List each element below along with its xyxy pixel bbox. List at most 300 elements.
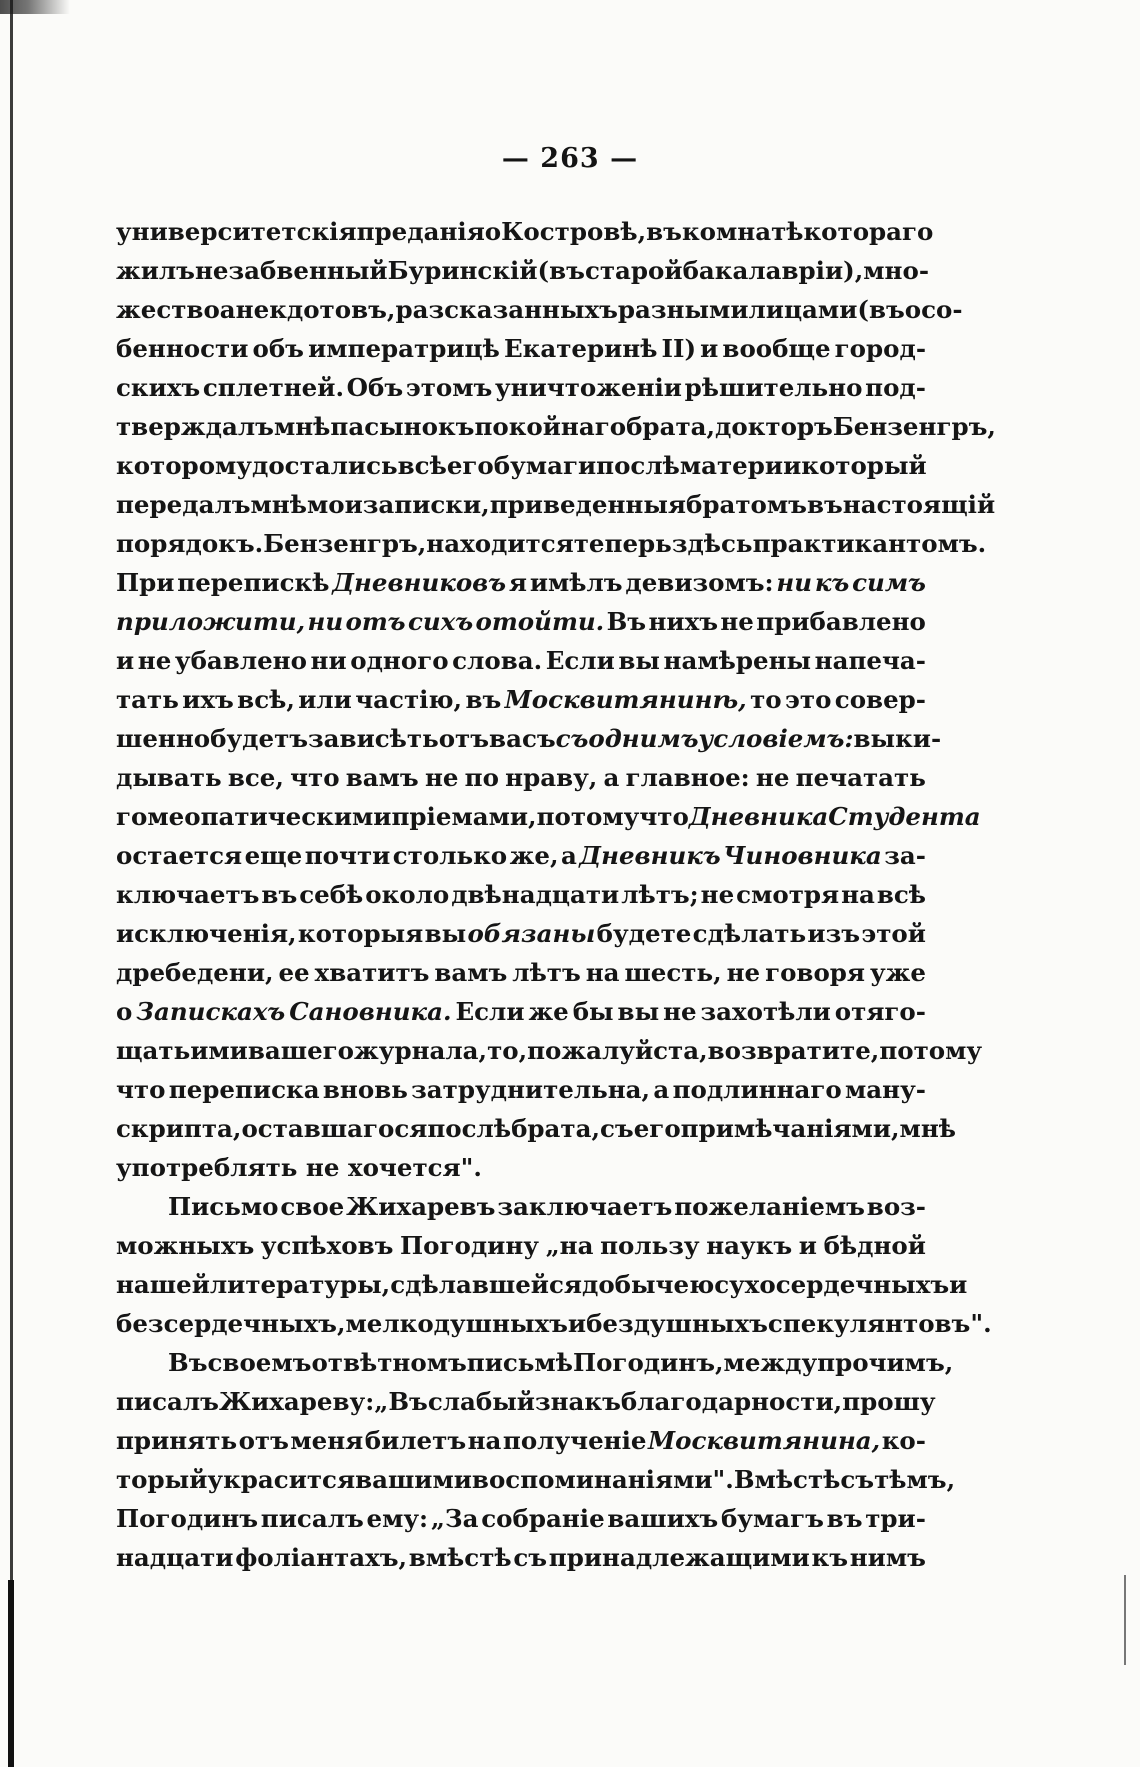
word: Вмѣстѣ (733, 1465, 841, 1494)
word: бенности (116, 334, 249, 363)
text-line (116, 680, 926, 719)
word: писалъ (260, 1504, 364, 1533)
word: принадлежащими (548, 1543, 810, 1572)
text-line (116, 875, 926, 914)
word: захотѣли (700, 997, 831, 1026)
text-line (116, 1265, 968, 1304)
word: не (726, 958, 761, 987)
word: сихъ (408, 607, 474, 636)
word: вы (618, 646, 660, 675)
word: не (305, 1153, 348, 1182)
word: Буринскій (387, 256, 538, 285)
word: девизомъ: (625, 568, 774, 597)
word: брата, (511, 1114, 600, 1143)
word: сухосердечныхъ (714, 1270, 950, 1299)
word: на (467, 1426, 502, 1455)
word: съ (840, 1465, 875, 1494)
word: сдѣлавшейся (390, 1270, 582, 1299)
word: отъ (438, 724, 490, 753)
word: литературы, (209, 1270, 391, 1299)
word: теперь (573, 529, 672, 558)
word: убавлено (174, 646, 307, 675)
word: и (949, 1270, 968, 1299)
text-line (116, 1304, 992, 1343)
text-line (116, 1382, 936, 1421)
word: симъ (852, 568, 926, 597)
word: этомъ (405, 373, 493, 402)
word: это (784, 685, 832, 714)
word: совер- (834, 685, 926, 714)
word: имѣлъ (529, 568, 623, 597)
word: Жихаревъ (346, 1192, 496, 1221)
word: Дневникъ (579, 841, 721, 870)
word: под- (865, 373, 926, 402)
word: гомеопатическими (116, 802, 392, 831)
word: а (560, 841, 577, 870)
word: не (700, 880, 735, 909)
word: пріемами, (391, 802, 537, 831)
word: незабвенный (194, 256, 388, 285)
word: своемъ (207, 1348, 312, 1377)
word: по (464, 763, 499, 792)
word: осо- (904, 295, 963, 324)
word: на (841, 880, 875, 909)
word: настоящій (842, 490, 996, 519)
word: наукъ (706, 1231, 793, 1260)
word: лицами (748, 295, 858, 324)
word: старой (584, 256, 683, 285)
text-line (116, 602, 926, 641)
text-line (116, 797, 981, 836)
word: съ (600, 1114, 634, 1143)
word: затруднительна, (411, 1075, 651, 1104)
word: не (424, 763, 459, 792)
word: вашихъ (607, 1504, 719, 1533)
word: а (603, 763, 620, 792)
word: воз- (866, 1192, 926, 1221)
word: ими (190, 1036, 248, 1065)
word: можныхъ (116, 1231, 255, 1260)
word: котораго (803, 217, 934, 246)
word: шенно (116, 724, 211, 753)
word: мнѣ (250, 490, 307, 519)
word: потому (536, 802, 640, 831)
scan-edge-mark (1124, 1575, 1126, 1665)
text-line (116, 1538, 926, 1577)
word: печатать (795, 763, 926, 792)
word: употреблять (116, 1153, 306, 1182)
word: вамъ (345, 763, 419, 792)
word: Погодинъ, (572, 1348, 724, 1377)
word: свое (280, 1192, 345, 1221)
word: вы (617, 997, 660, 1026)
word: жилъ (116, 256, 195, 285)
word: зависѣть (308, 724, 439, 753)
word: ее (278, 958, 310, 987)
word: преданія (356, 217, 485, 246)
word: въ (646, 217, 682, 246)
word: анекдотовъ, (219, 295, 396, 324)
word: фоліантахъ, (235, 1543, 408, 1572)
word: Бензенгръ, (832, 412, 996, 441)
word: а (653, 1075, 670, 1104)
text-line (116, 368, 926, 407)
word: жество (116, 295, 220, 324)
word: на (585, 958, 620, 987)
word: Дневника (688, 802, 829, 831)
text-line (116, 758, 926, 797)
word: братомъ (686, 490, 807, 519)
word: которыя (297, 919, 424, 948)
word: послѣ (596, 451, 680, 480)
word: пожеланіемъ (674, 1192, 865, 1221)
word: Сановника. (289, 997, 452, 1026)
word: писалъ (116, 1387, 219, 1416)
word: отъ (238, 1426, 289, 1455)
word: съ (513, 1543, 548, 1572)
word: Студента (828, 802, 981, 831)
word: который (801, 451, 927, 480)
text-line (116, 329, 926, 368)
word: его (446, 451, 494, 480)
word: мнѣ (899, 1114, 956, 1143)
word: знакъ (534, 1387, 621, 1416)
word: о (116, 997, 133, 1026)
word: университетскія (116, 217, 357, 246)
word: уже (869, 958, 926, 987)
word: ключаетъ (116, 880, 260, 909)
word: бы (572, 997, 614, 1026)
word: и (700, 334, 719, 363)
word: я (508, 568, 528, 597)
word: ко- (881, 1426, 926, 1455)
word: докторъ (715, 412, 833, 441)
word: потому (879, 1036, 983, 1065)
word: пасынокъ (330, 412, 475, 441)
body-text (116, 212, 996, 1577)
word: пользу (600, 1231, 700, 1260)
word: къ (814, 568, 850, 597)
word: слабый (427, 1387, 535, 1416)
word: ни (776, 568, 813, 597)
word: нашей (116, 1270, 210, 1299)
word: которому (116, 451, 252, 480)
word: Въ (606, 607, 647, 636)
word: не (720, 607, 754, 636)
word: будете (596, 919, 692, 948)
word: всѣ (876, 880, 926, 909)
word: сдѣлать (692, 919, 807, 948)
word: отойти. (475, 607, 605, 636)
word: здѣсь (671, 529, 753, 558)
word: отъ (345, 607, 406, 636)
word: одного (350, 646, 449, 675)
word: возвратите, (707, 1036, 880, 1065)
text-line (116, 1148, 926, 1187)
word: слова. (452, 646, 543, 675)
text-line (116, 1499, 926, 1538)
word: (въ (537, 256, 585, 285)
word: же, (509, 841, 559, 870)
text-line (116, 524, 987, 563)
word: всѣ, (237, 685, 295, 714)
text-line (116, 836, 926, 875)
word: и (798, 1231, 817, 1260)
word: разсказанныхъ (395, 295, 618, 324)
word: подлиннаго (672, 1075, 842, 1104)
word: вновь (322, 1075, 408, 1104)
word: бакалавріи), (682, 256, 864, 285)
text-line (116, 1070, 926, 1109)
word: заключаетъ (497, 1192, 673, 1221)
word: намѣрены (663, 646, 812, 675)
word: полученіе (502, 1426, 647, 1455)
word: II) (661, 334, 697, 363)
word: „Въ (374, 1387, 428, 1416)
word: собраніе (481, 1504, 605, 1533)
text-line (116, 563, 926, 602)
word: приведенныя (489, 490, 686, 519)
word: между (723, 1348, 818, 1377)
word: что (116, 1075, 166, 1104)
word: украсится (207, 1465, 356, 1494)
word: условіемъ: (698, 724, 854, 753)
word: этой (861, 919, 926, 948)
word: то, (487, 1036, 528, 1065)
word: мелкодушныхъ (345, 1309, 568, 1338)
text-line (116, 446, 926, 485)
word: и (116, 646, 135, 675)
word: бѣдной (823, 1231, 926, 1260)
word: хватитъ (314, 958, 430, 987)
text-line (116, 1109, 956, 1148)
text-line (116, 212, 934, 251)
text-line (116, 290, 963, 329)
word: двѣнадцати (451, 880, 620, 909)
word: „на (545, 1231, 594, 1260)
word: рѣшительно (684, 373, 863, 402)
word: ему: (366, 1504, 429, 1533)
word: письмѣ (466, 1348, 573, 1377)
word: (въ (857, 295, 905, 324)
word: оставшагося (241, 1114, 428, 1143)
word: Если (455, 997, 525, 1026)
word: находится (426, 529, 574, 558)
binding-edge-shadow-bottom (8, 1580, 14, 1767)
word: отяго- (834, 997, 926, 1026)
text-line (116, 1187, 926, 1226)
word: Москвитянинѣ, (504, 685, 747, 714)
word: разными (617, 295, 749, 324)
word: въ (826, 1504, 863, 1533)
word: бумаги (493, 451, 597, 480)
word: ману- (845, 1075, 926, 1104)
word: Если (545, 646, 615, 675)
word: Письмо (168, 1192, 279, 1221)
word: нимъ (849, 1543, 926, 1572)
word: безсердечныхъ, (116, 1309, 346, 1338)
word: лѣтъ (512, 958, 581, 987)
word: императрицѣ (308, 334, 500, 363)
word: къ (811, 1543, 849, 1572)
word: покойнаго (474, 412, 627, 441)
word: Москвитянина, (647, 1426, 881, 1455)
word: прибавлено (756, 607, 926, 636)
word: хочется". (347, 1153, 482, 1182)
word: шесть, (624, 958, 722, 987)
word: выки- (853, 724, 942, 753)
word: бездушныхъ (586, 1309, 768, 1338)
word: и (783, 451, 802, 480)
word: столько (392, 841, 508, 870)
word: не (755, 763, 790, 792)
word: о (484, 217, 502, 246)
word: прочимъ, (817, 1348, 954, 1377)
text-line (116, 1031, 983, 1070)
word: въ (465, 685, 502, 714)
word: мно- (863, 256, 929, 285)
word: практикантомъ. (752, 529, 987, 558)
word: себѣ (299, 880, 364, 909)
word: смотря (736, 880, 840, 909)
word: послѣ (427, 1114, 512, 1143)
word: Въ (168, 1348, 208, 1377)
word: нихъ (648, 607, 718, 636)
word: вамъ (434, 958, 508, 987)
word: главное: (625, 763, 750, 792)
word: скихъ (116, 373, 201, 402)
word: въ (261, 880, 298, 909)
page-number: — 263 — (501, 143, 639, 174)
word: то (750, 685, 782, 714)
word: город- (834, 334, 926, 363)
word: остается (116, 841, 243, 870)
word: что (290, 763, 340, 792)
text-line (116, 251, 929, 290)
word: Запискахъ (136, 997, 286, 1026)
word: Костровѣ, (501, 217, 647, 246)
word: исключенія, (116, 919, 297, 948)
word: въ (806, 490, 843, 519)
word: Чиновника (723, 841, 882, 870)
word: порядокъ. (116, 529, 264, 558)
text-line (116, 485, 996, 524)
word: передалъ (116, 490, 251, 519)
word: обязаны (467, 919, 596, 948)
text-line (116, 407, 996, 446)
text-line (116, 1226, 926, 1265)
text-line (116, 641, 926, 680)
word: успѣховъ (260, 1231, 394, 1260)
word: почти (304, 841, 391, 870)
word: спекулянтовъ". (767, 1309, 992, 1338)
word: за- (884, 841, 926, 870)
word: ихъ (182, 685, 234, 714)
word: При (116, 568, 175, 597)
word: приложити, (116, 607, 306, 636)
word: напеча- (814, 646, 926, 675)
word: дывать (116, 763, 222, 792)
word: васъ (489, 724, 556, 753)
text-line (116, 992, 926, 1031)
text-line (116, 1460, 956, 1499)
word: „За (430, 1504, 479, 1533)
text-line (116, 914, 926, 953)
word: вы (424, 919, 467, 948)
word: вообще (722, 334, 831, 363)
word: добычею (581, 1270, 715, 1299)
word: частію, (355, 685, 463, 714)
binding-edge-shadow (10, 0, 13, 1767)
word: вмѣстѣ (408, 1543, 512, 1572)
word: благодарности, (620, 1387, 843, 1416)
word: записки, (362, 490, 490, 519)
word: мои (306, 490, 363, 519)
word: тать (116, 685, 179, 714)
word: или (298, 685, 352, 714)
word: вашего (247, 1036, 355, 1065)
word: щать (116, 1036, 191, 1065)
text-line (116, 719, 942, 758)
word: надцати (116, 1543, 234, 1572)
word: говоря (765, 958, 866, 987)
word: ни (307, 607, 344, 636)
word: скрипта, (116, 1114, 242, 1143)
text-line (116, 1343, 954, 1382)
word: тверждалъ (116, 412, 274, 441)
word: все, (227, 763, 284, 792)
word: нраву, (505, 763, 598, 792)
word: сплетней. (202, 373, 344, 402)
word: ни (310, 646, 347, 675)
word: примѣчаніями, (680, 1114, 900, 1143)
word: Жихареву: (218, 1387, 375, 1416)
word: не (137, 646, 172, 675)
word: дребедени, (116, 958, 274, 987)
word: переписка (168, 1075, 320, 1104)
word: меня (290, 1426, 364, 1455)
word: что (639, 802, 689, 831)
word: съ (555, 724, 589, 753)
word: и (567, 1309, 587, 1338)
word: Погодину (400, 1231, 539, 1260)
word: объ (252, 334, 304, 363)
word: брата, (626, 412, 716, 441)
word: перепискѣ (177, 568, 330, 597)
word: Дневниковъ (332, 568, 507, 597)
word: достались (252, 451, 398, 480)
word: его (633, 1114, 681, 1143)
word: Бензенгръ, (263, 529, 427, 558)
word: изъ (807, 919, 861, 948)
word: Екатеринѣ (503, 334, 658, 363)
word: торый (116, 1465, 208, 1494)
word: отвѣтномъ (311, 1348, 467, 1377)
word: прошу (842, 1387, 936, 1416)
word: лѣтъ; (621, 880, 699, 909)
text-line (116, 1421, 926, 1460)
word: вашими (355, 1465, 472, 1494)
word: пожалуйста, (527, 1036, 708, 1065)
word: же (528, 997, 569, 1026)
word: уничтоженіи (495, 373, 682, 402)
word: однимъ (588, 724, 699, 753)
word: мнѣ (273, 412, 331, 441)
word: тѣмъ, (874, 1465, 956, 1494)
word: Объ (346, 373, 404, 402)
word: матери (679, 451, 784, 480)
word: всѣ (397, 451, 447, 480)
